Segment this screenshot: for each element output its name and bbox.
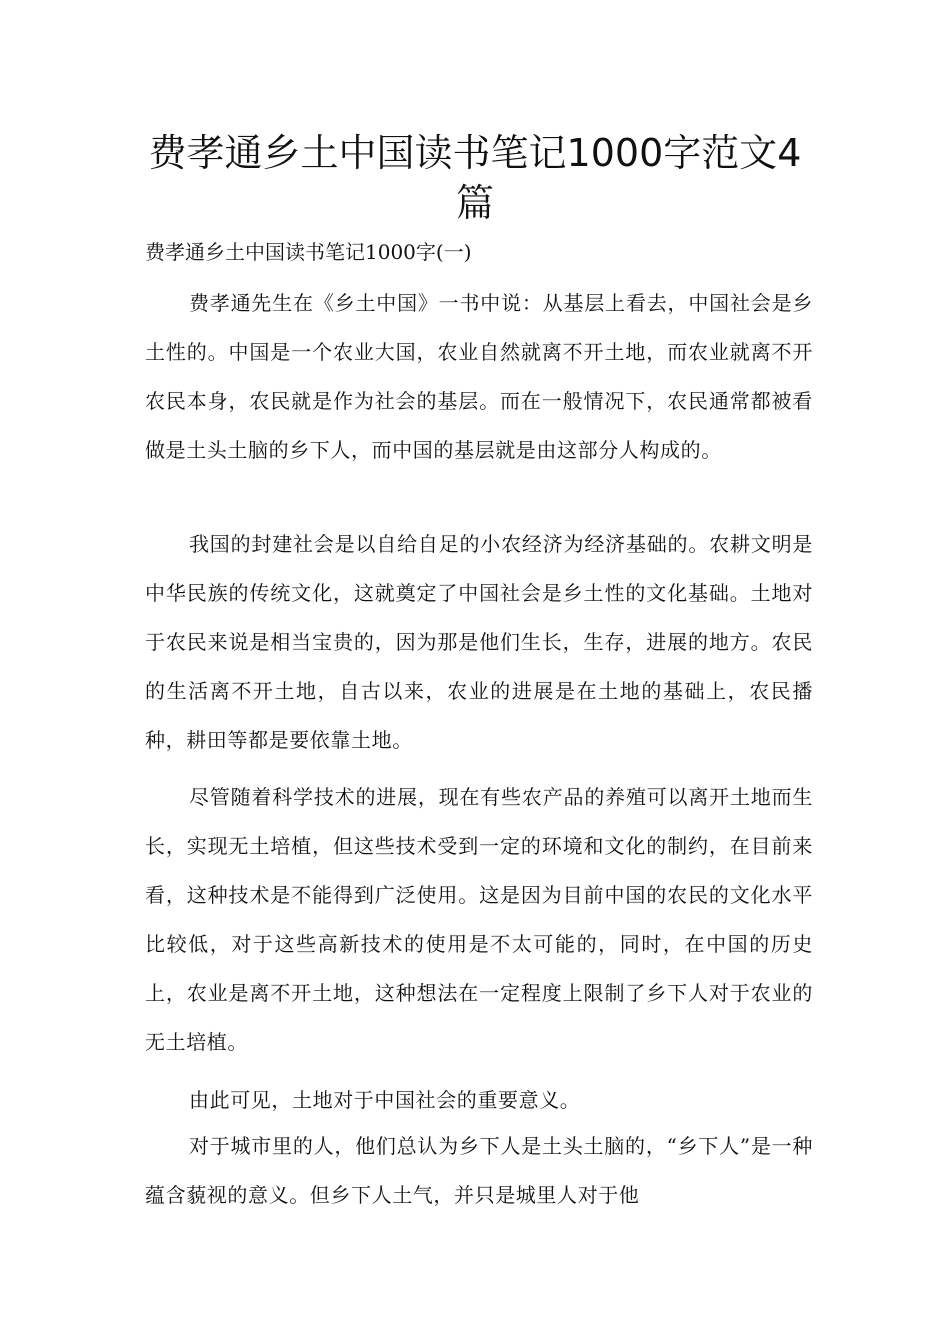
paragraph-4: 由此可见，土地对于中国社会的重要意义。 xyxy=(189,1088,581,1112)
paragraph-3: 尽管随着科学技术的进展，现在有些农产品的养殖可以离开土地而生长，实现无土培植，但这些技术受到一定的环境和文化的制约，在目前来看，这种技术是不能得到广泛使用。这是因为目前中国的农民的文化水平比较低，对于这些高新技术的使用是不太可能的，同时，在中国的历史上，农业是离不开土地，这种想法在一定程度上限制了乡下人对于农业的无土培植。 xyxy=(145,785,813,1054)
paragraph-1: 费孝通先生在《乡土中国》一书中说：从基层上看去，中国社会是乡土性的。中国是一个农业大国，农业自然就离不开土地，而农业就离不开农民本身，农民就是作为社会的基层。而在一般情况下，农民通常都被看做是土头土脑的乡下人，而中国的基层就是由这部分人构成的。 xyxy=(145,291,813,462)
document-title: 费孝通乡土中国读书笔记1000字范文4篇 xyxy=(148,131,802,225)
paragraph-5: 对于城市里的人，他们总认为乡下人是土头土脑的，“乡下人”是一种蕴含藐视的意义。但乡下人土气，并只是城里人对于他 xyxy=(145,1134,813,1207)
paragraph-2: 我国的封建社会是以自给自足的小农经济为经济基础的。农耕文明是中华民族的传统文化，这就奠定了中国社会是乡土性的文化基础。土地对于农民来说是相当宝贵的，因为那是他们生长，生存，进展的地方。农民的生活离不开土地，自古以来，农业的进展是在土地的基础上，农民播种，耕田等都是要依靠土地。 xyxy=(145,532,813,752)
section-subtitle: 费孝通乡土中国读书笔记1000字(一) xyxy=(145,240,472,264)
